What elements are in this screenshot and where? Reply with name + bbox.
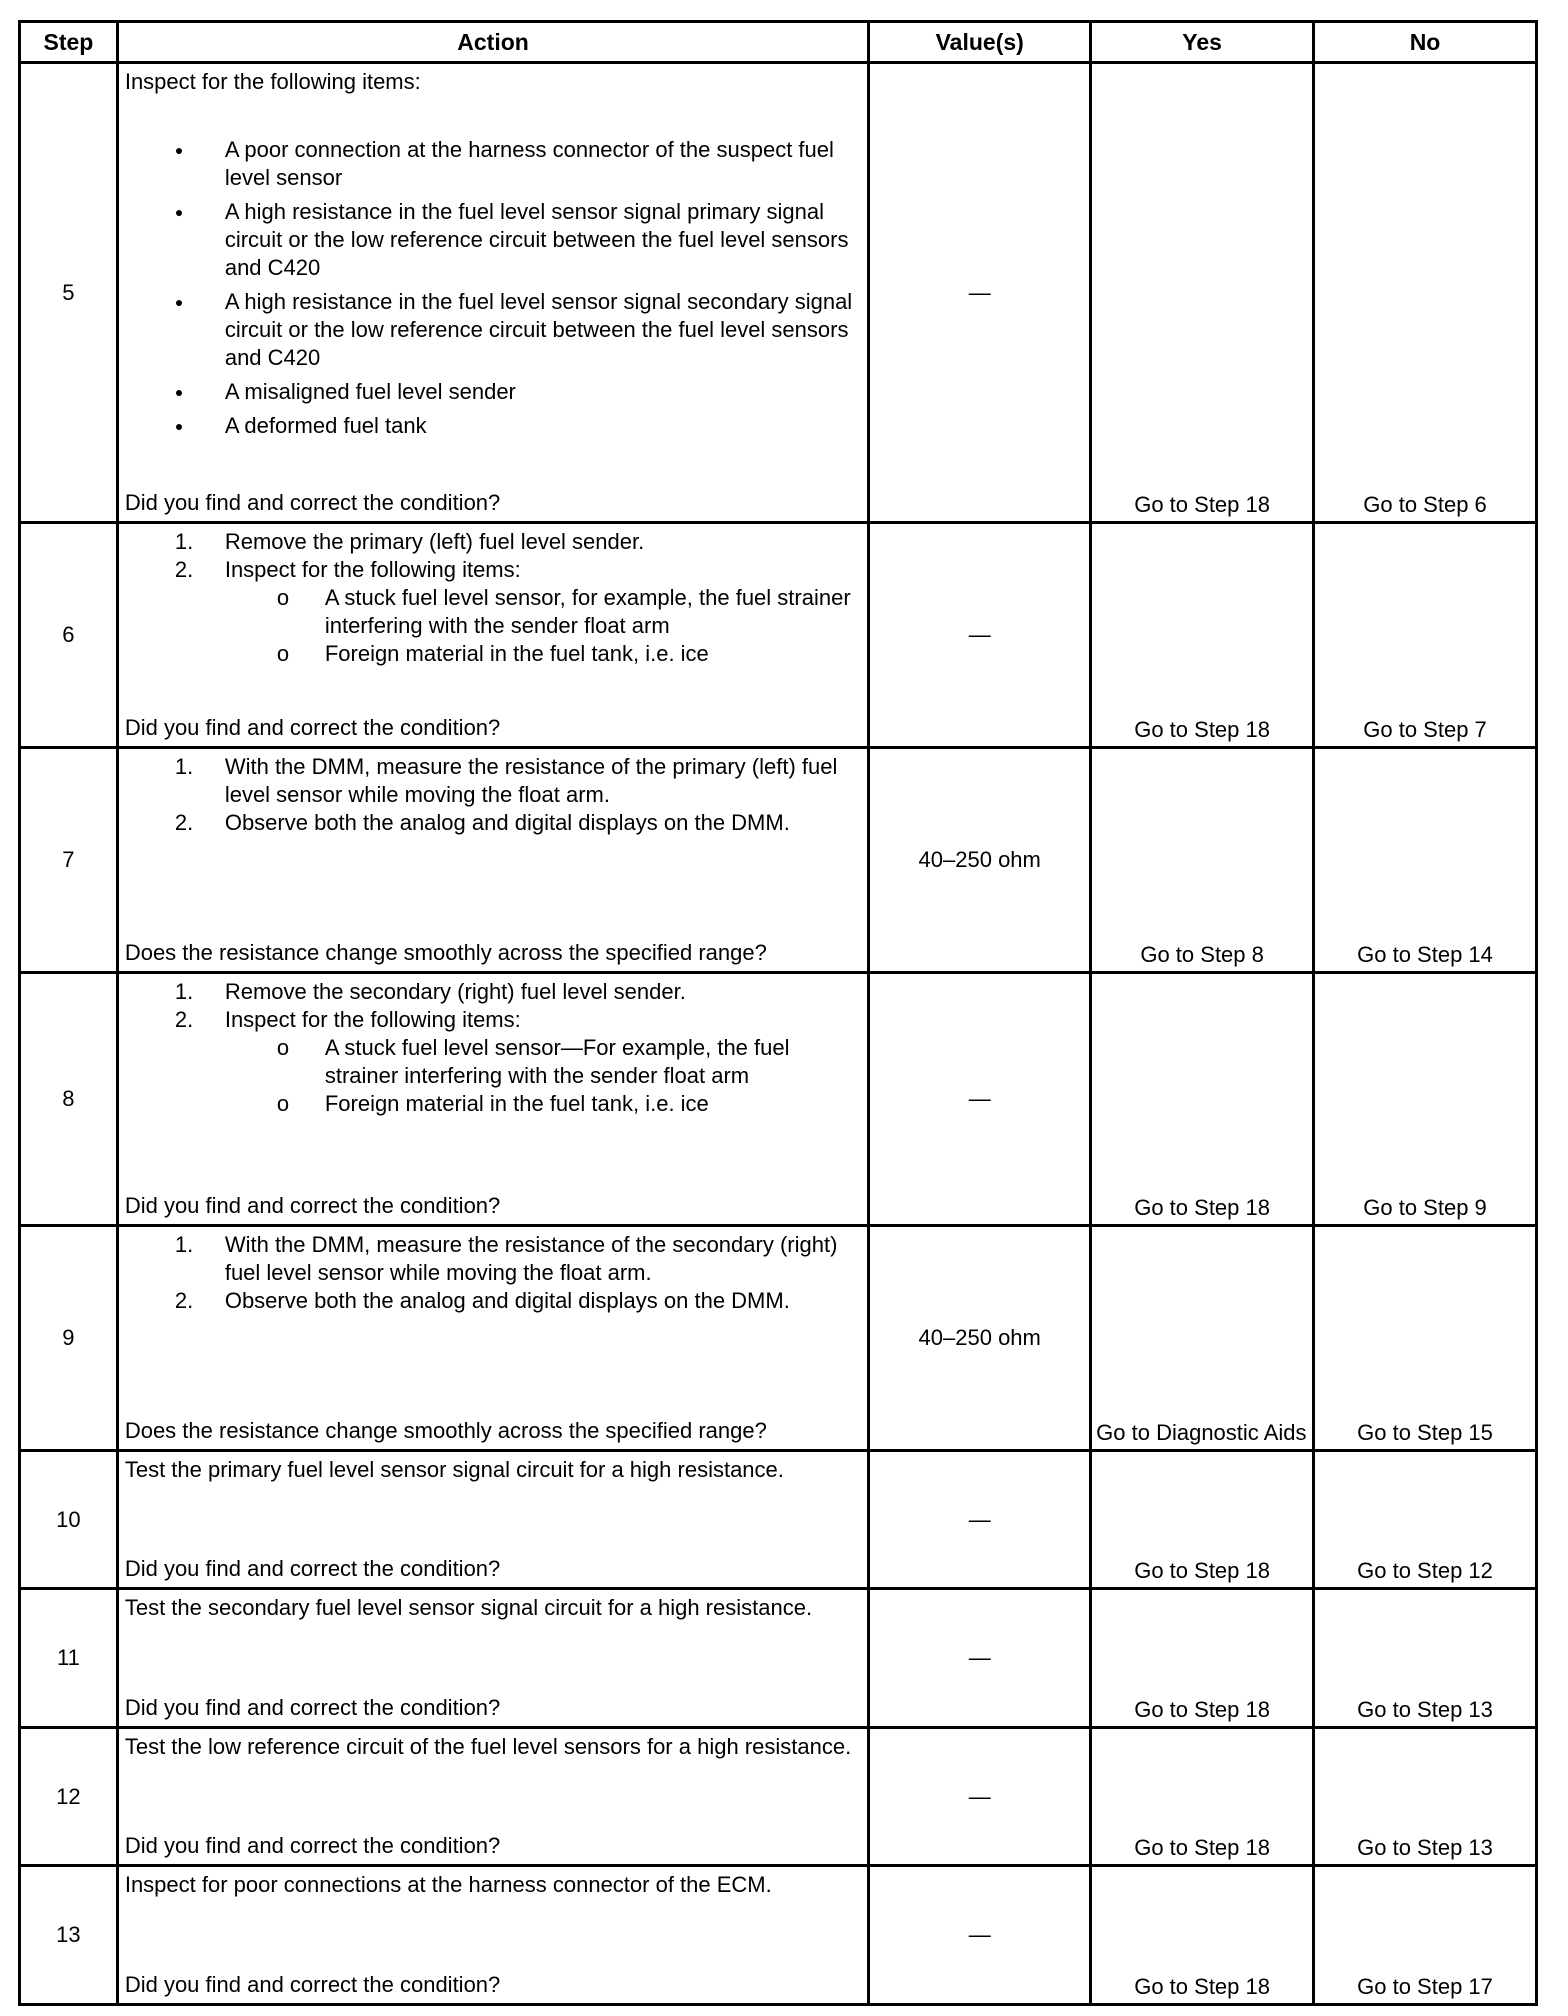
action-content: [119, 1729, 867, 1864]
action-cell: [117, 973, 868, 1226]
sub-item: o Foreign material in the fuel tank, i.e. ice: [125, 640, 861, 668]
yes-cell: [1091, 973, 1314, 1226]
header-action: Action: [117, 22, 868, 63]
action-cell: [117, 63, 868, 523]
no-action: Go to Step 13: [1357, 1835, 1493, 1860]
numbered-list: [125, 1231, 861, 1315]
action-question: Did you find and correct the condition?: [124, 1833, 501, 1858]
header-values: Value(s): [869, 22, 1091, 63]
bullet-item: ● A high resistance in the fuel level sensor signal primary signal circuit or the low reference circuit between the fuel level sensors and C420: [125, 198, 861, 282]
item-number: 2.: [174, 1288, 194, 1313]
action-body: [125, 1871, 861, 1899]
item-number: 2.: [174, 557, 194, 582]
action-body: [125, 1456, 861, 1484]
no-action: Go to Step 7: [1363, 717, 1487, 742]
item-number: 2.: [174, 1007, 194, 1032]
value-cell: —: [869, 63, 1091, 523]
action-cell: [117, 1866, 868, 2005]
no-cell: [1314, 748, 1537, 973]
spacer: [125, 96, 861, 136]
yes-cell: [1091, 1866, 1314, 2005]
sub-list: [125, 584, 861, 668]
item-number: 1.: [174, 1232, 194, 1257]
sub-item: o Foreign material in the fuel tank, i.e. ice: [125, 1090, 861, 1118]
action-body: [125, 978, 861, 1118]
action-question: Does the resistance change smoothly across the specified range?: [124, 1418, 767, 1443]
no-cell: [1314, 1589, 1537, 1728]
table-row: [20, 1226, 1537, 1451]
yes-cell: [1091, 1451, 1314, 1589]
action-cell: [117, 1589, 868, 1728]
table-row: [20, 1866, 1537, 2005]
item-number: 1.: [174, 754, 194, 779]
action-content: [119, 1590, 867, 1726]
item-number: 2.: [174, 810, 194, 835]
header-no: No: [1314, 22, 1537, 63]
sub-item: o A stuck fuel level sensor—For example, the fuel strainer interfering with the sender float arm: [125, 1034, 861, 1090]
yes-cell: [1091, 1589, 1314, 1728]
value-cell: 40–250 ohm: [869, 748, 1091, 973]
table-row: [20, 1451, 1537, 1589]
table-row: [20, 63, 1537, 523]
no-cell: [1314, 523, 1537, 748]
value-cell: —: [869, 1728, 1091, 1866]
numbered-item: [125, 978, 861, 1006]
table-row: [20, 1728, 1537, 1866]
diagnostic-table: [18, 20, 1538, 2006]
numbered-list: [125, 753, 861, 837]
action-body: [125, 1594, 861, 1622]
no-cell: [1314, 1226, 1537, 1451]
yes-action: Go to Step 18: [1134, 1558, 1270, 1583]
action-content: [119, 1867, 867, 2003]
yes-action: Go to Step 18: [1134, 1195, 1270, 1220]
item-text: Inspect for the following items:: [224, 1007, 521, 1032]
yes-cell: [1091, 523, 1314, 748]
action-body: [125, 528, 861, 668]
no-action: Go to Step 14: [1357, 942, 1493, 967]
yes-cell: [1091, 1728, 1314, 1866]
value-cell: —: [869, 1589, 1091, 1728]
value-cell: —: [869, 523, 1091, 748]
yes-cell: [1091, 63, 1314, 523]
action-content: [119, 974, 867, 1224]
action-content: [119, 524, 867, 746]
step-number: 10: [20, 1451, 118, 1589]
item-text: With the DMM, measure the resistance of the primary (left) fuel level sensor while moving the float arm.: [224, 754, 838, 807]
no-action: Go to Step 13: [1357, 1697, 1493, 1722]
numbered-list: [125, 978, 861, 1034]
sub-item: o A stuck fuel level sensor, for example, the fuel strainer interfering with the sender float arm: [125, 584, 861, 640]
action-content: [119, 64, 867, 521]
step-number: 8: [20, 973, 118, 1226]
action-cell: [117, 523, 868, 748]
item-text: Remove the primary (left) fuel level sender.: [224, 529, 645, 554]
numbered-item: [125, 1287, 861, 1315]
table-row: [20, 523, 1537, 748]
numbered-item: [125, 1231, 861, 1287]
action-cell: [117, 1226, 868, 1451]
value-cell: —: [869, 1451, 1091, 1589]
step-number: 11: [20, 1589, 118, 1728]
yes-action: Go to Step 18: [1134, 1835, 1270, 1860]
item-text: Observe both the analog and digital displays on the DMM.: [224, 1288, 790, 1313]
action-content: [119, 749, 867, 971]
action-intro: Inspect for poor connections at the harness connector of the ECM.: [124, 1872, 772, 1897]
action-intro: Test the primary fuel level sensor signal circuit for a high resistance.: [124, 1457, 784, 1482]
table-row: [20, 1589, 1537, 1728]
yes-action: Go to Step 18: [1134, 717, 1270, 742]
no-action: Go to Step 15: [1357, 1420, 1493, 1445]
step-number: 6: [20, 523, 118, 748]
item-text: Inspect for the following items:: [224, 557, 521, 582]
numbered-list: [125, 528, 861, 584]
action-body: [125, 1231, 861, 1315]
item-text: With the DMM, measure the resistance of the secondary (right) fuel level sensor while moving the float arm.: [224, 1232, 838, 1285]
action-cell: [117, 1728, 868, 1866]
no-cell: [1314, 63, 1537, 523]
action-question: Does the resistance change smoothly across the specified range?: [124, 940, 767, 965]
action-body: [125, 1733, 861, 1761]
bullet-item: ● A misaligned fuel level sender: [125, 378, 861, 406]
yes-action: Go to Step 18: [1134, 492, 1270, 517]
step-number: 9: [20, 1226, 118, 1451]
bullet-item: ● A high resistance in the fuel level sensor signal secondary signal circuit or the low reference circuit between the fuel level sensors and C420: [125, 288, 861, 372]
action-question: Did you find and correct the condition?: [124, 715, 501, 740]
value-cell: —: [869, 1866, 1091, 2005]
action-question: Did you find and correct the condition?: [124, 1972, 501, 1997]
action-intro: Test the low reference circuit of the fuel level sensors for a high resistance.: [124, 1734, 852, 1759]
header-yes: Yes: [1091, 22, 1314, 63]
no-cell: [1314, 1866, 1537, 2005]
item-text: Observe both the analog and digital displays on the DMM.: [224, 810, 790, 835]
action-question: Did you find and correct the condition?: [124, 1556, 501, 1581]
value-cell: 40–250 ohm: [869, 1226, 1091, 1451]
no-cell: [1314, 1451, 1537, 1589]
yes-cell: [1091, 1226, 1314, 1451]
item-number: 1.: [174, 979, 194, 1004]
numbered-item: [125, 528, 861, 556]
bullet-item: ● A deformed fuel tank: [125, 412, 861, 440]
yes-action: Go to Step 18: [1134, 1974, 1270, 1999]
no-action: Go to Step 9: [1363, 1195, 1487, 1220]
action-body: [125, 753, 861, 837]
item-text: Remove the secondary (right) fuel level sender.: [224, 979, 686, 1004]
step-number: 7: [20, 748, 118, 973]
bullet-item: ● A poor connection at the harness connector of the suspect fuel level sensor: [125, 136, 861, 192]
value-cell: —: [869, 973, 1091, 1226]
action-intro: Inspect for the following items:: [124, 69, 421, 94]
sub-list: [125, 1034, 861, 1118]
table-row: [20, 748, 1537, 973]
numbered-item: [125, 753, 861, 809]
step-number: 5: [20, 63, 118, 523]
action-content: [119, 1227, 867, 1449]
action-question: Did you find and correct the condition?: [124, 1695, 501, 1720]
step-number: 13: [20, 1866, 118, 2005]
header-step: Step: [20, 22, 118, 63]
action-question: Did you find and correct the condition?: [124, 490, 501, 515]
no-action: Go to Step 6: [1363, 492, 1487, 517]
numbered-item: [125, 1006, 861, 1034]
step-number: 12: [20, 1728, 118, 1866]
item-number: 1.: [174, 529, 194, 554]
numbered-item: [125, 556, 861, 584]
yes-cell: [1091, 748, 1314, 973]
action-content: [119, 1452, 867, 1587]
action-question: Did you find and correct the condition?: [124, 1193, 501, 1218]
bullet-list: [125, 136, 861, 440]
no-cell: [1314, 973, 1537, 1226]
action-cell: [117, 748, 868, 973]
yes-action: Go to Diagnostic Aids: [1096, 1420, 1307, 1445]
action-body: [125, 68, 861, 446]
action-intro: Test the secondary fuel level sensor signal circuit for a high resistance.: [124, 1595, 813, 1620]
header-row: [20, 22, 1537, 63]
no-action: Go to Step 12: [1357, 1558, 1493, 1583]
action-cell: [117, 1451, 868, 1589]
no-cell: [1314, 1728, 1537, 1866]
numbered-item: [125, 809, 861, 837]
yes-action: Go to Step 8: [1140, 942, 1264, 967]
table-row: [20, 973, 1537, 1226]
no-action: Go to Step 17: [1357, 1974, 1493, 1999]
yes-action: Go to Step 18: [1134, 1697, 1270, 1722]
